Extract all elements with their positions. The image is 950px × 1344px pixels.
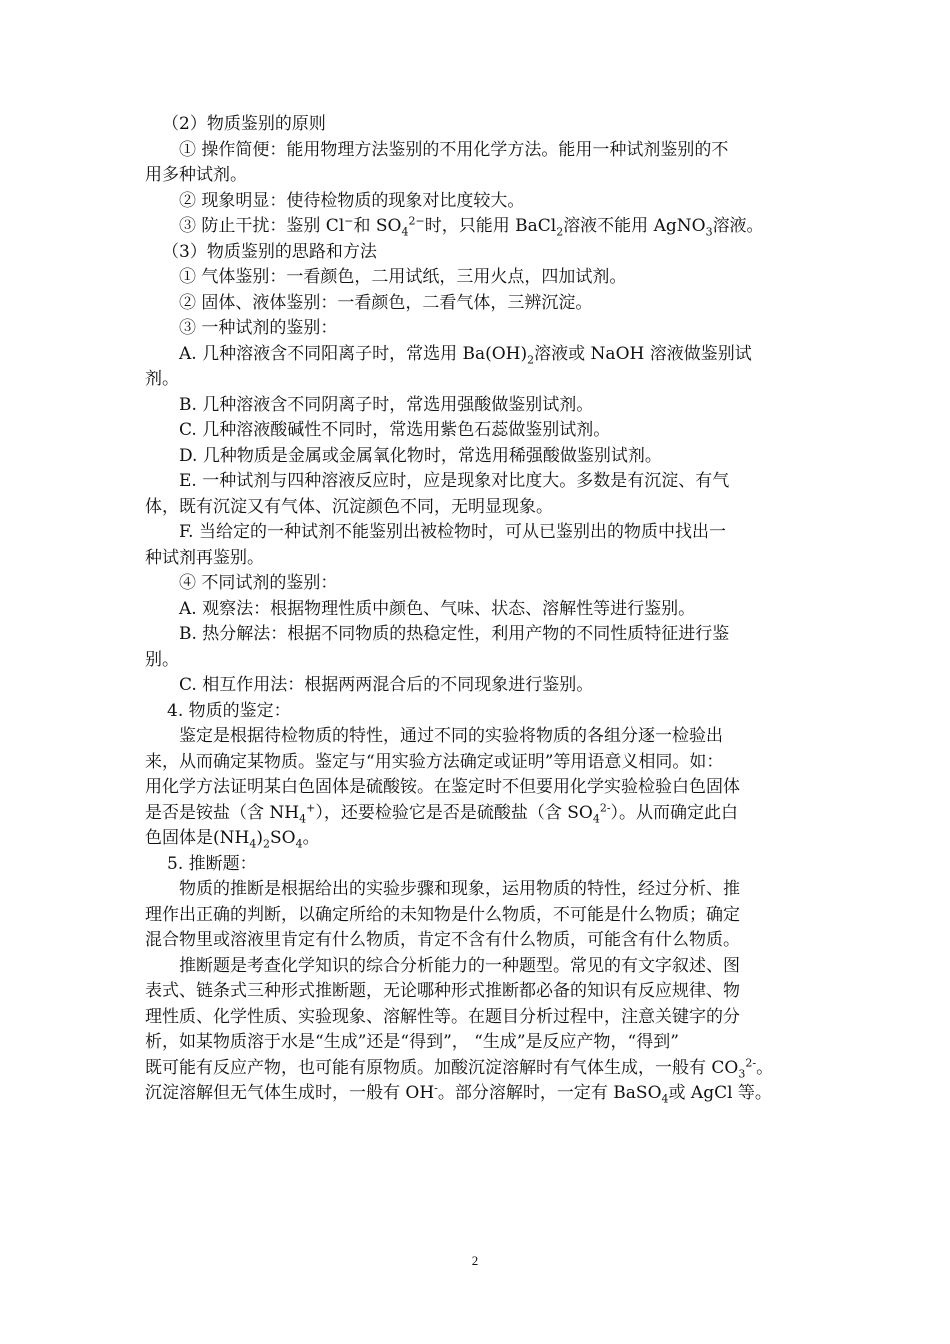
text-line: 来，从而确定某物质。鉴定与“用实验方法确定或证明”等用语意义相同。如： <box>145 751 724 772</box>
text-line: ④ 不同试剂的鉴别： <box>179 573 338 593</box>
text-line: 用化学方法证明某白色固体是硫酸铵。在鉴定时不但要用化学实验检验白色固体 <box>145 777 740 797</box>
text-line: A. 观察法：根据物理性质中颜色、气味、状态、溶解性等进行鉴别。 <box>179 598 696 619</box>
text-line: C. 几种溶液酸碱性不同时，常选用紫色石蕊做鉴别试剂。 <box>179 420 611 440</box>
text-line: 理性质、化学性质、实验现象、溶解性等。在题目分析过程中，注意关键字的分 <box>145 1006 740 1027</box>
document-body <box>145 112 811 1107</box>
text-line: E. 一种试剂与四种溶液反应时，应是现象对比度大。多数是有沉淀、有气 <box>179 471 730 491</box>
text-line: 既可能有反应产物，也可能有原物质。加酸沉淀溶解时有气体生成，一般有 $CO_3^{2-}$。 <box>145 1055 774 1080</box>
text-line: 鉴定是根据待检物质的特性，通过不同的实验将物质的各组分逐一检验出 <box>179 726 723 746</box>
text-line: 种试剂再鉴别。 <box>145 547 264 568</box>
text-line: 物质的推断是根据给出的实验步骤和现象，运用物质的特性，经过分析、推 <box>179 879 740 899</box>
text-line: ① 操作简便：能用物理方法鉴别的不用化学方法。能用一种试剂鉴别的不 <box>179 139 729 160</box>
text-line: （3）物质鉴别的思路和方法 <box>162 241 377 262</box>
text-line: 是否是铵盐（含 $NH_4^+$），还要检验它是否是硫酸盐（含 $SO_4^{2-}$）。从而确定此白 <box>145 800 739 825</box>
text-line: B. 几种溶液含不同阴离子时，常选用强酸做鉴别试剂。 <box>179 394 594 415</box>
text-line: D. 几种物质是金属或金属氧化物时，常选用稀强酸做鉴别试剂。 <box>179 445 662 466</box>
text-line: 用多种试剂。 <box>145 165 247 185</box>
text-line: 别。 <box>145 649 179 670</box>
text-line: ② 固体、液体鉴别：一看颜色，二看气体，三辨沉淀。 <box>179 292 593 313</box>
page-number: 2 <box>471 1253 479 1268</box>
text-line: 理作出正确的判断，以确定所给的未知物是什么物质，不可能是什么物质；确定 <box>145 904 740 925</box>
text-line: ③ 防止干扰：鉴别 Cl−和 $SO_4^{2-}$时，只能用 BaCl$_2$溶液不能用 AgNO$_3$溶液。 <box>179 214 764 239</box>
text-line: ② 现象明显：使待检物质的现象对比度较大。 <box>179 190 525 211</box>
text-line: 色固体是$(NH_4)_2SO_4$。 <box>145 828 320 851</box>
text-line: 表式、链条式三种形式推断题，无论哪种形式推断都必备的知识有反应规律、物 <box>145 981 740 1001</box>
text-line: 沉淀溶解但无气体生成时，一般有 OH-。部分溶解时，一定有 BaSO$_4$或 AgCl 等。 <box>145 1081 772 1106</box>
text-line: 推断题是考查化学知识的综合分析能力的一种题型。常见的有文字叙述、图 <box>179 955 740 976</box>
text-line: F. 当给定的一种试剂不能鉴别出被检物时，可从已鉴别出的物质中找出一 <box>179 522 726 542</box>
text-line: B. 热分解法：根据不同物质的热稳定性，利用产物的不同性质特征进行鉴 <box>179 624 730 644</box>
section-heading: 4. 物质的鉴定： <box>167 700 291 721</box>
text-line: C. 相互作用法：根据两两混合后的不同现象进行鉴别。 <box>179 675 594 695</box>
text-line: （2）物质鉴别的原则 <box>162 114 326 134</box>
text-line: 剂。 <box>145 369 179 389</box>
text-line: A. 几种溶液含不同阳离子时，常选用 $Ba(OH)_2$溶液或 NaOH 溶液做鉴别试 <box>179 343 752 366</box>
text-line: 体，既有沉淀又有气体、沉淀颜色不同，无明显现象。 <box>145 496 553 517</box>
text-line: 析，如某物质溶于水是“生成”还是“得到”， “生成”是反应产物，“得到” <box>145 1032 679 1052</box>
section-heading: 5. 推断题： <box>167 853 257 874</box>
text-line: ① 气体鉴别：一看颜色，二用试纸，三用火点，四加试剂。 <box>179 267 627 287</box>
text-line: ③ 一种试剂的鉴别： <box>179 318 338 338</box>
text-line: 混合物里或溶液里肯定有什么物质，肯定不含有什么物质，可能含有什么物质。 <box>145 930 740 950</box>
